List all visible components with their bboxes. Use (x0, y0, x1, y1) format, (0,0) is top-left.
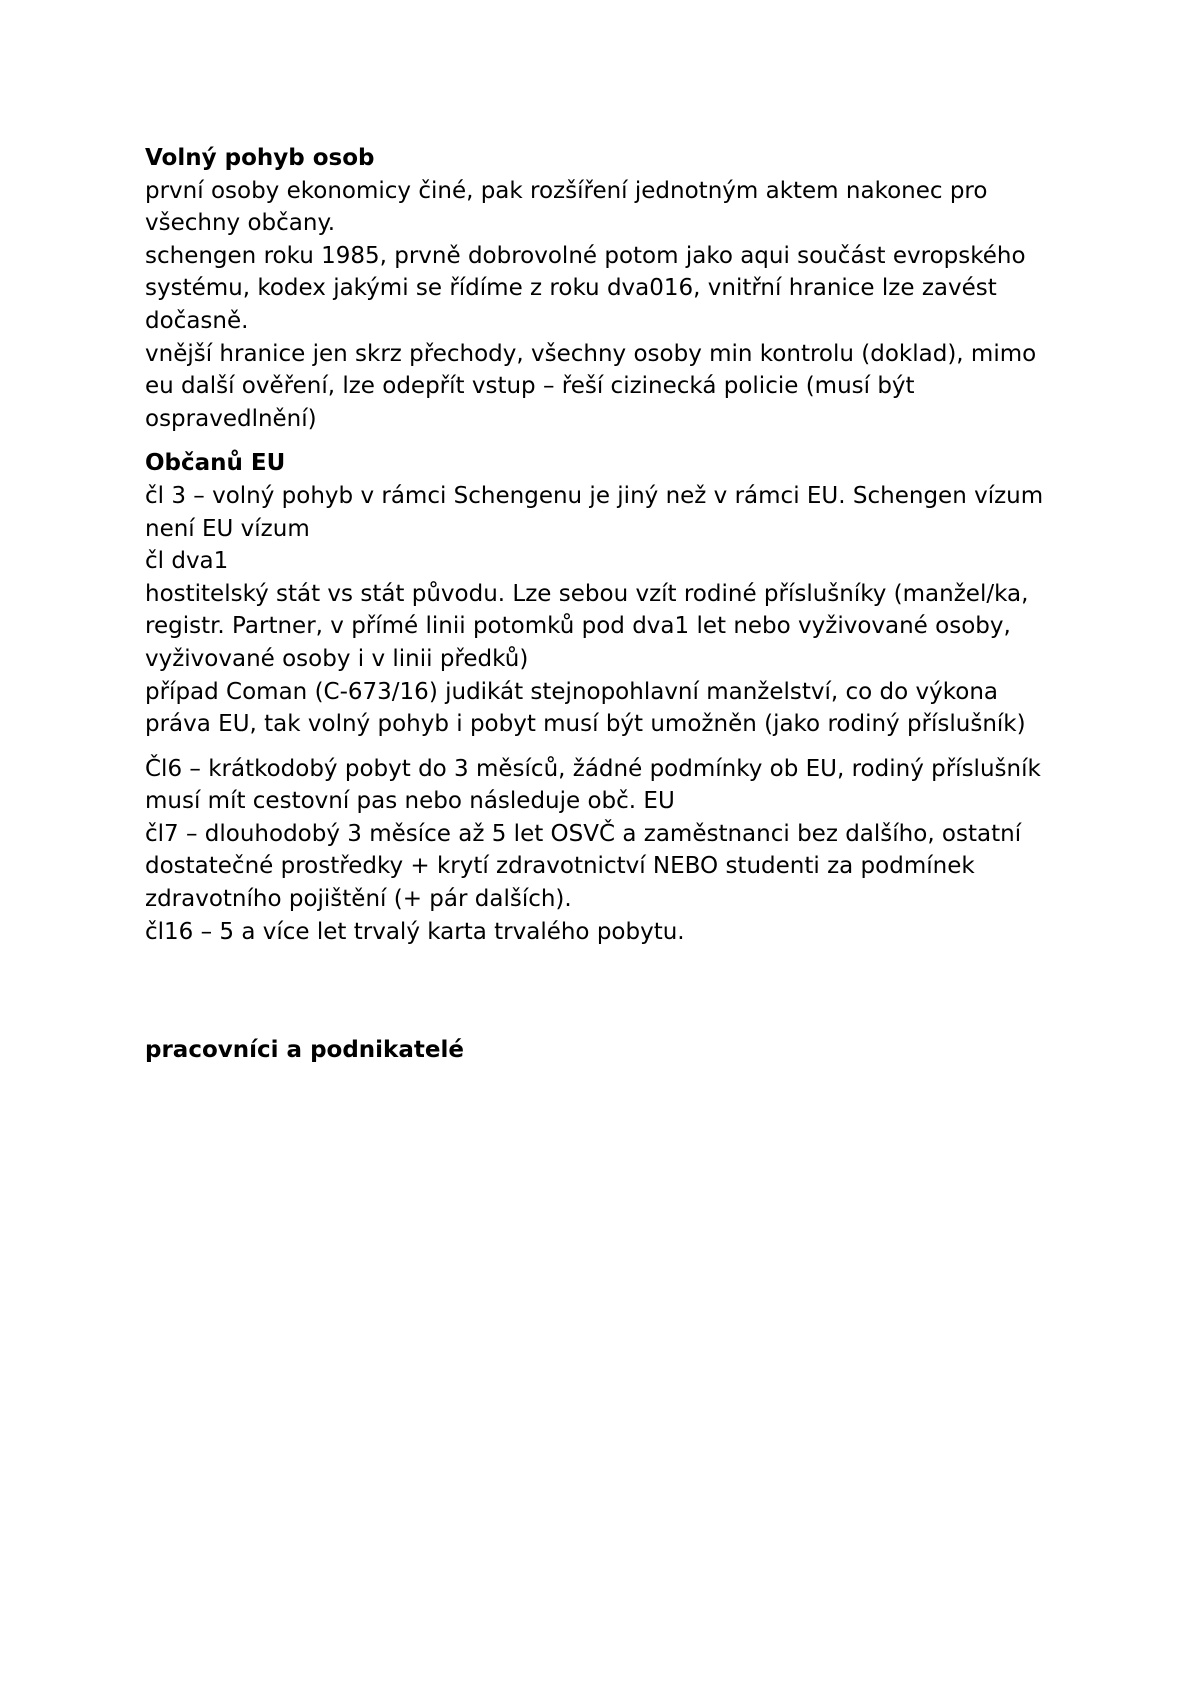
paragraph: čl7 – dlouhodobý 3 měsíce až 5 let OSVČ a zaměstnanci bez dalšího, ostatní dostatečné prostředky + krytí zdravotnictví NEBO studenti za podmínek zdravotního pojištění (+ pár dalších). (145, 820, 1022, 913)
section-heading: Volný pohyb osob (145, 145, 375, 171)
document-body (145, 142, 1065, 960)
paragraph: čl dva1 (145, 548, 229, 575)
section-volny-pohyb-osob (145, 142, 1065, 435)
paragraph: čl 3 – volný pohyb v rámci Schengenu je jiný než v rámci EU. Schengen vízum není EU vízum (145, 482, 1044, 542)
paragraph: případ Coman (C-673/16) judikát stejnopohlavní manželství, co do výkona práva EU, tak volný pohyb i pobyt musí být umožněn (jako rodiný příslušník) (145, 678, 1026, 738)
paragraph: hostitelský stát vs stát původu. Lze sebou vzít rodiné příslušníky (manžel/ka, registr. Partner, v přímé linii potomků pod dva1 let nebo vyživované osoby, vyživované osoby i v linii předků) (145, 580, 1029, 672)
paragraph: vnější hranice jen skrz přechody, všechny osoby min kontrolu (doklad), mimo eu další ověření, lze odepřít vstup – řeší cizinecká policie (musí být ospravedlnění) (145, 340, 1037, 432)
paragraph: Čl6 – krátkodobý pobyt do 3 měsíců, žádné podmínky ob EU, rodiný příslušník musí mít cestovní pas nebo následuje obč. EU (145, 755, 1041, 815)
section-heading: Občanů EU (145, 450, 286, 477)
paragraph: schengen roku 1985, prvně dobrovolné potom jako aqui součást evropského systému, kodex jakými se řídíme z roku dva016, vnitřní hranice lze zavést dočasně. (145, 242, 1026, 334)
section-heading-pracovnici: pracovníci a podnikatelé (145, 1037, 464, 1063)
paragraph: čl16 – 5 a více let trvalý karta trvalého pobytu. (145, 918, 685, 945)
section-pobyt-clanky (145, 753, 1065, 949)
paragraph: první osoby ekonomicy činé, pak rozšíření jednotným aktem nakonec pro všechny občany. (145, 177, 988, 237)
section-obcanu-eu (145, 447, 1065, 740)
